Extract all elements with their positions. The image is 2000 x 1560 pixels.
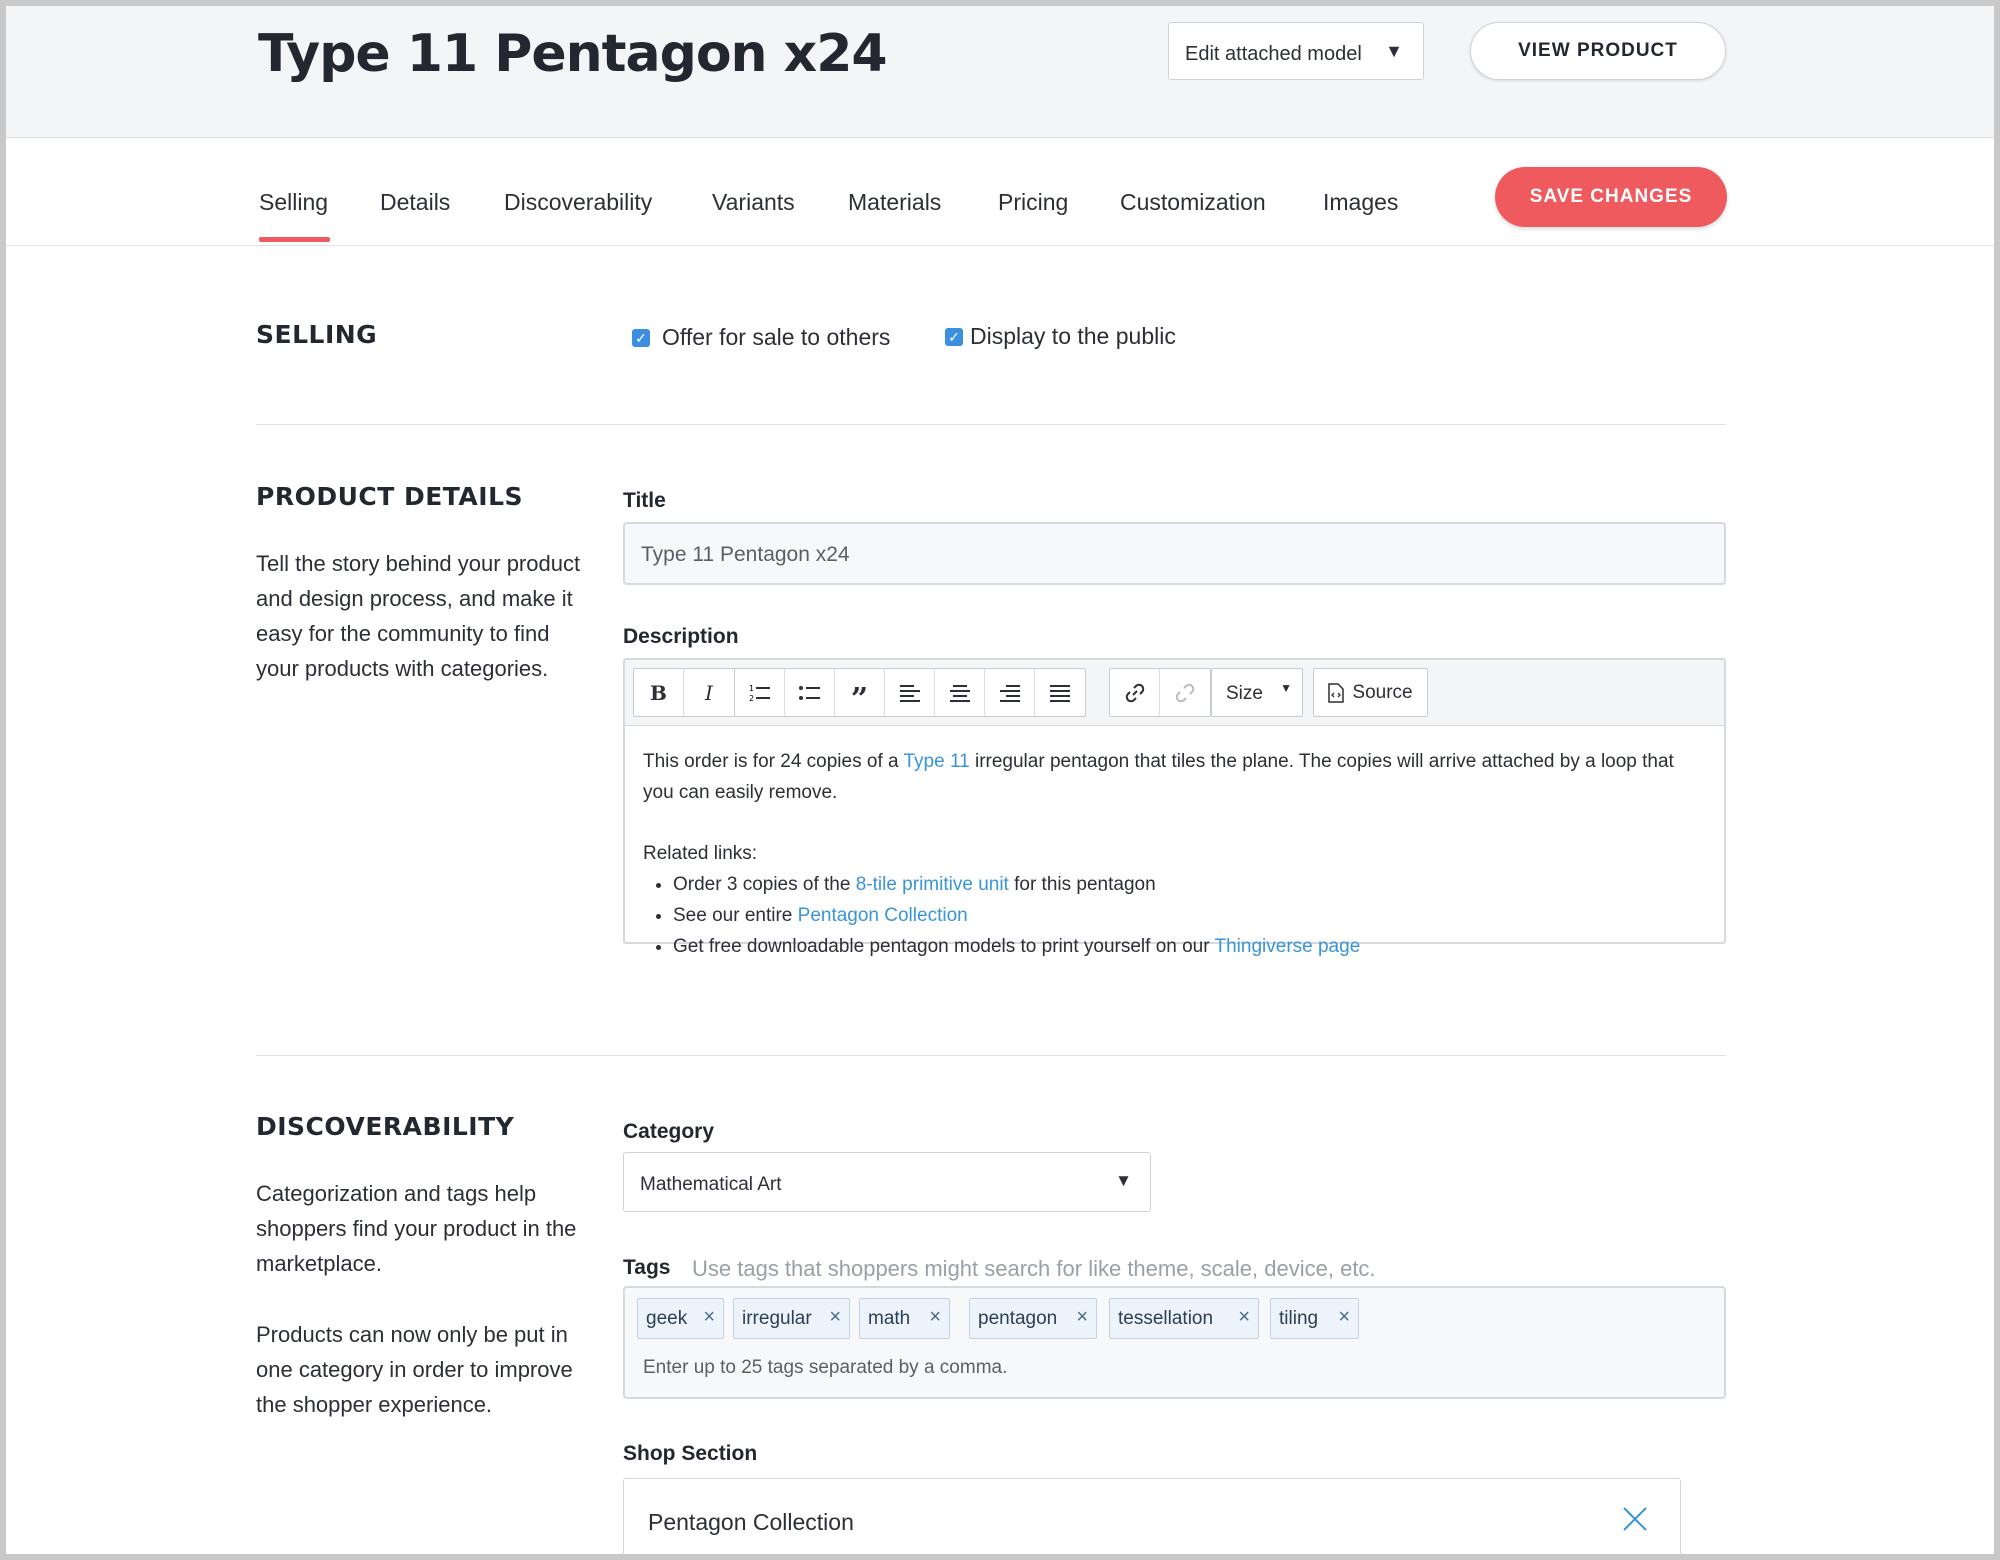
thingiverse-link[interactable]: Thingiverse page [1214,936,1361,957]
link-icon[interactable] [1110,669,1160,716]
tags-input[interactable] [623,1286,1726,1399]
title-input[interactable]: Type 11 Pentagon x24 [623,522,1726,585]
tab-pricing[interactable]: Pricing [998,189,1069,215]
product-editor-page [6,6,1994,1554]
tag-label: irregular [742,1308,812,1329]
tag-chip [859,1298,950,1339]
list-item-text: Get free downloadable pentagon models to print yourself on our [673,936,1215,957]
product-details-description: Tell the story behind your product and design process, and make it easy for the community to find your products with categories. [256,551,581,681]
primitive-unit-link[interactable]: 8-tile primitive unit [855,874,1009,895]
pentagon-collection-link[interactable]: Pentagon Collection [797,905,968,926]
tag-label: tiling [1279,1308,1319,1329]
product-details-heading: PRODUCT DETAILS [256,482,524,511]
source-button[interactable] [1313,668,1428,717]
page-title: Type 11 Pentagon x24 [258,24,887,84]
tab-details[interactable]: Details [380,189,451,215]
tags-hint: Use tags that shoppers might search for like theme, scale, device, etc. [692,1256,1376,1281]
shop-section-value: Pentagon Collection [648,1509,854,1535]
shop-section-select[interactable] [623,1478,1681,1554]
page-header [6,6,1994,138]
list-item-text: Order 3 copies of the [673,874,856,895]
tag-label: tessellation [1118,1308,1214,1329]
paragraph-group [734,668,1086,717]
category-note: Products can now only be put in one category in order to improve the shopper experience. [256,1322,573,1417]
discoverability-description: Categorization and tags help shoppers find your product in the marketplace. [256,1181,577,1276]
bold-button[interactable]: B [634,669,684,716]
tag-chip [969,1298,1097,1339]
remove-tag-icon[interactable]: × [1076,1306,1088,1328]
list-item [673,869,1708,900]
offer-for-sale-label[interactable]: Offer for sale to others [662,324,891,350]
clear-icon[interactable] [1622,1497,1648,1542]
list-item-text: See our entire [673,905,798,926]
shop-section-label: Shop Section [623,1442,758,1465]
tags-label: Tags [623,1256,671,1279]
description-editor [623,658,1726,957]
svg-text:2: 2 [748,693,754,703]
intro-paragraph [643,746,1708,808]
category-value: Mathematical Art [640,1174,782,1195]
category-label: Category [623,1120,715,1143]
selling-heading: SELLING [256,320,378,349]
remove-tag-icon[interactable]: × [929,1306,941,1328]
related-links-label: Related links: [643,843,758,864]
editor-toolbar [625,660,1724,726]
list-item [673,900,1708,931]
unlink-icon[interactable] [1160,669,1210,716]
tab-variants[interactable]: Variants [712,189,795,215]
remove-tag-icon[interactable]: × [829,1306,841,1328]
dropdown-arrow-icon: ▼ [1385,41,1403,61]
link-group [1109,668,1211,717]
font-size-select[interactable] [1211,668,1303,717]
source-label: Source [1352,681,1413,703]
format-group [633,668,735,717]
remove-tag-icon[interactable]: × [703,1306,715,1328]
svg-text:1: 1 [748,683,754,693]
offer-for-sale-checkbox[interactable]: ✓ [632,329,650,347]
list-item-text-rest: for this pentagon [1008,874,1156,895]
tag-label: pentagon [978,1308,1058,1329]
caret-down-icon: ▼ [1280,681,1292,695]
numbered-list-icon[interactable] [735,669,785,716]
attach-select-label: Edit attached model [1185,43,1362,65]
display-public-checkbox[interactable]: ✓ [945,328,963,346]
remove-tag-icon[interactable]: × [1238,1306,1250,1328]
tag-label: geek [646,1308,688,1329]
justify-icon[interactable] [1035,669,1085,716]
title-label: Title [623,489,666,512]
tag-chip [1109,1298,1259,1339]
align-center-icon[interactable] [935,669,985,716]
view-product-button[interactable]: VIEW PRODUCT [1470,22,1726,80]
tab-discoverability[interactable]: Discoverability [504,189,653,215]
tag-label: math [868,1308,911,1329]
display-public-label[interactable]: Display to the public [970,323,1176,349]
intro-text-rest: irregular pentagon that tiles the plane. The copies will arrive attached by a loop that you can easily remove. [643,751,1674,803]
tab-images[interactable]: Images [1323,189,1399,215]
tag-chip [637,1298,724,1339]
section-divider [256,1055,1726,1056]
align-left-icon[interactable] [885,669,935,716]
dropdown-arrow-icon: ▼ [1115,1171,1132,1190]
section-tabs [6,139,1994,246]
save-changes-button[interactable]: SAVE CHANGES [1495,167,1727,227]
category-select[interactable] [623,1152,1151,1212]
tag-chip [733,1298,850,1339]
align-right-icon[interactable] [985,669,1035,716]
editor-content[interactable] [643,746,1708,962]
intro-text: This order is for 24 copies of a [643,751,904,772]
description-label: Description [623,625,739,648]
related-links-list [673,869,1708,962]
source-file-icon [1328,683,1344,703]
blockquote-icon[interactable]: ” [835,669,885,716]
tags-placeholder: Enter up to 25 tags separated by a comma. [643,1357,1008,1378]
tab-materials[interactable]: Materials [848,189,942,215]
section-divider [256,424,1726,425]
discoverability-heading: DISCOVERABILITY [256,1112,515,1141]
font-size-label: Size [1226,683,1263,704]
remove-tag-icon[interactable]: × [1338,1306,1350,1328]
bullet-list-icon[interactable] [785,669,835,716]
tag-chip [1270,1298,1359,1339]
list-item [673,931,1708,962]
edit-attached-model-select[interactable] [1168,22,1424,80]
italic-button[interactable]: I [705,680,713,705]
tab-selling[interactable]: Selling [259,189,329,215]
type-11-link[interactable]: Type 11 [903,751,970,772]
tab-customization[interactable]: Customization [1120,189,1266,215]
active-tab-indicator [259,237,330,242]
